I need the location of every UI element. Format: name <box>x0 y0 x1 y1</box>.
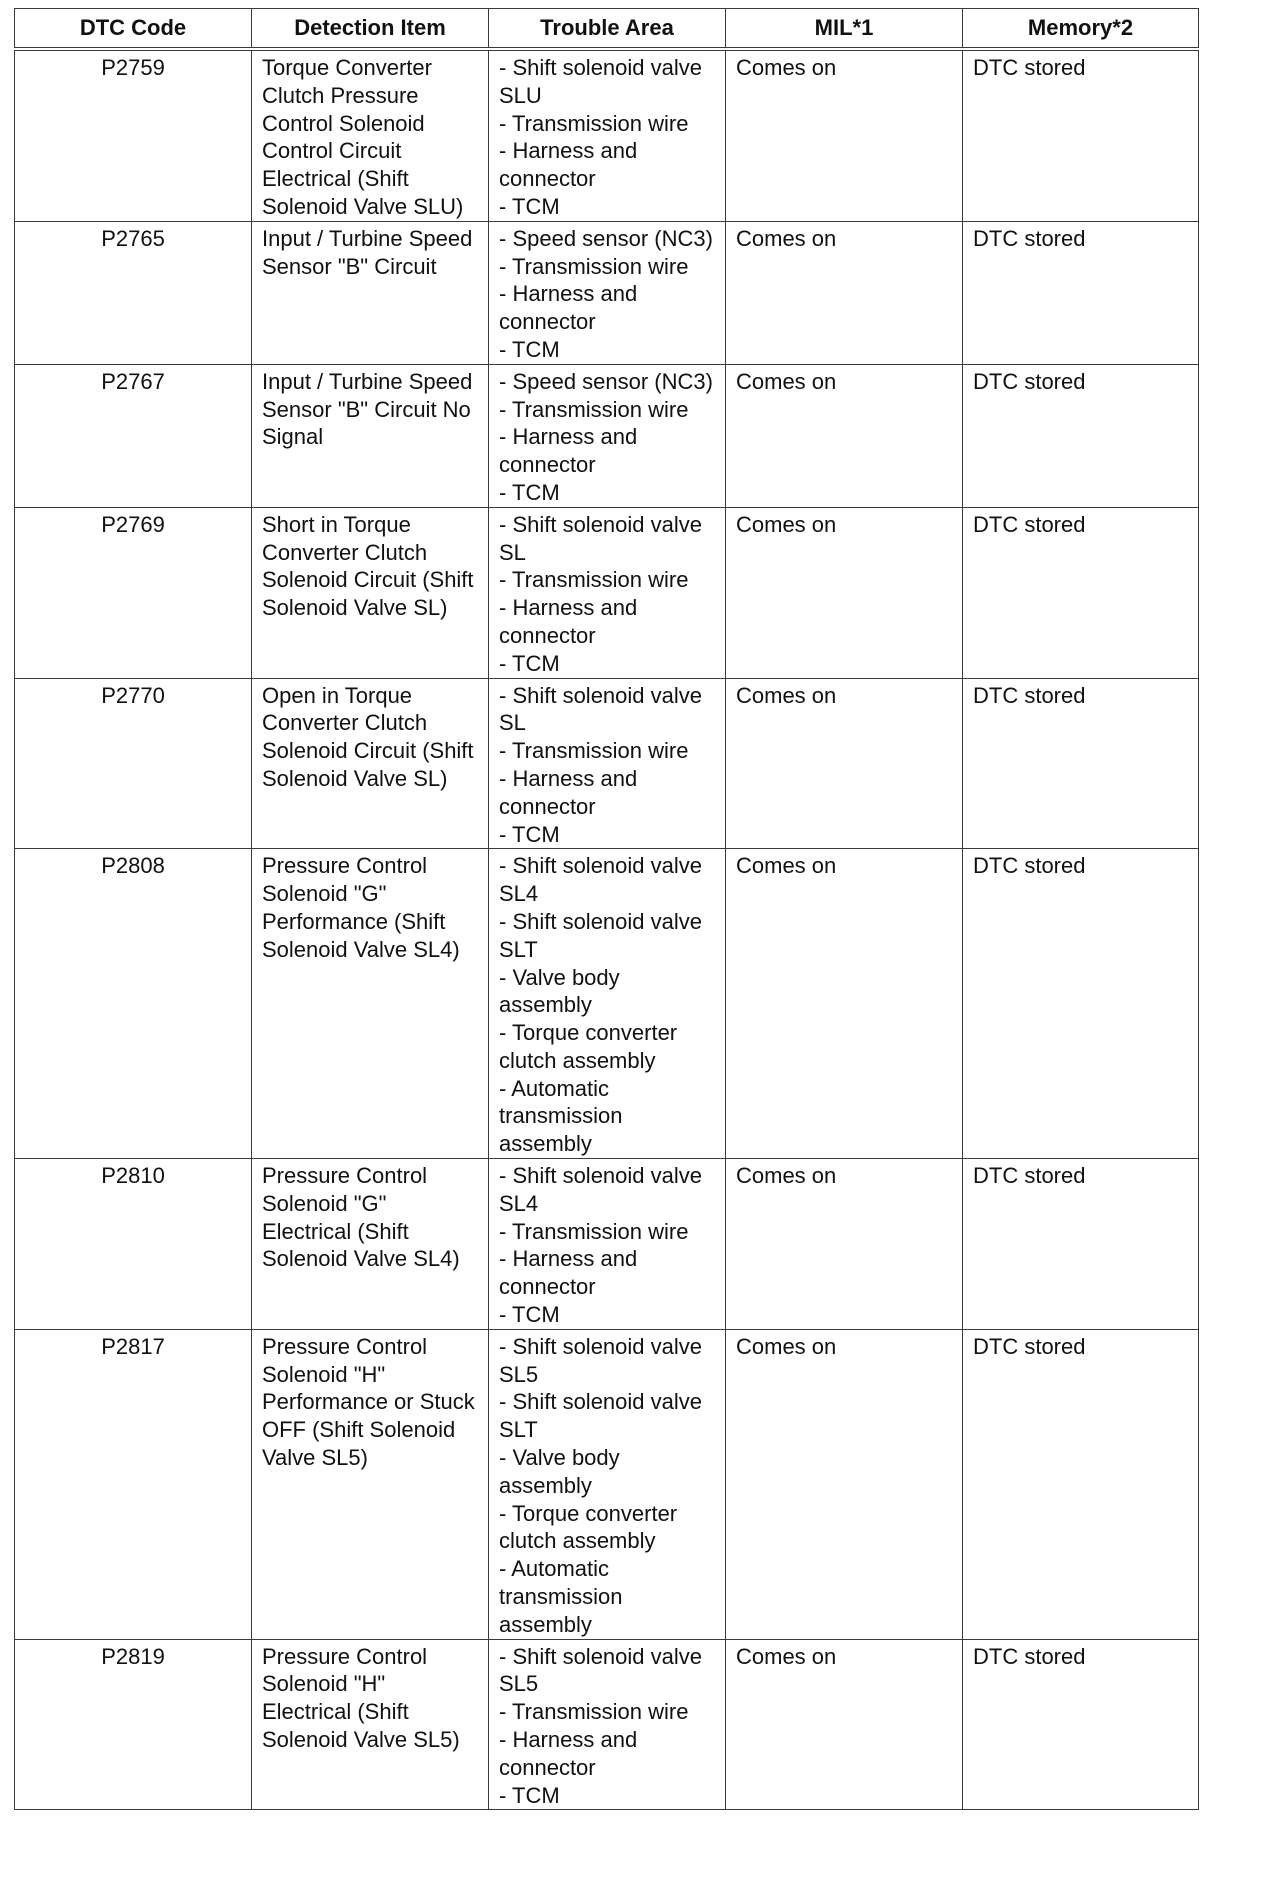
trouble-area-cell <box>489 49 726 221</box>
table-body <box>15 49 1199 1810</box>
detection-item-cell: Pressure Control Solenoid "H" Electrical (Shift Solenoid Valve SL5) <box>252 1639 489 1810</box>
trouble-area-item: - Torque converter clutch assembly <box>499 1020 678 1073</box>
header-mil: MIL*1 <box>726 9 963 50</box>
trouble-area-item: - Automatic transmission assembly <box>499 1075 623 1157</box>
memory-cell: DTC stored <box>963 1639 1199 1810</box>
header-trouble-area: Trouble Area <box>489 9 726 50</box>
mil-cell: Comes on <box>726 1639 963 1810</box>
mil-cell: Comes on <box>726 1329 963 1639</box>
detection-item-cell: Pressure Control Solenoid "G" Electrical (Shift Solenoid Valve SL4) <box>252 1159 489 1330</box>
trouble-area-item: - Shift solenoid valve SL <box>499 682 702 736</box>
table-row <box>15 1159 1199 1330</box>
header-row <box>15 9 1199 50</box>
memory-cell: DTC stored <box>963 849 1199 1159</box>
trouble-area-item: - Harness and connector <box>499 1727 638 1780</box>
trouble-area-item: - Harness and connector <box>499 595 638 648</box>
dtc-code-cell: P2769 <box>15 507 252 678</box>
trouble-area-item: - Speed sensor (NC3) <box>499 225 713 251</box>
memory-cell: DTC stored <box>963 507 1199 678</box>
detection-item-cell: Torque Converter Clutch Pressure Control Solenoid Control Circuit Electrical (Shift Solenoid Valve SLU) <box>252 49 489 221</box>
trouble-area-cell <box>489 221 726 364</box>
dtc-code-cell: P2810 <box>15 1159 252 1330</box>
dtc-code-cell: P2808 <box>15 849 252 1159</box>
trouble-area-item: - Shift solenoid valve SLT <box>499 908 702 962</box>
trouble-area-cell <box>489 1639 726 1810</box>
header-detection-item: Detection Item <box>252 9 489 50</box>
mil-cell: Comes on <box>726 1159 963 1330</box>
table-row <box>15 678 1199 849</box>
trouble-area-item: - TCM <box>499 1302 560 1328</box>
trouble-area-item: - Shift solenoid valve SL5 <box>499 1333 702 1387</box>
trouble-area-item: - Shift solenoid valve SLU <box>499 55 702 108</box>
trouble-area-item: - Transmission wire <box>499 1218 689 1244</box>
header-dtc-code: DTC Code <box>15 9 252 50</box>
trouble-area-item: - Harness and connector <box>499 281 638 335</box>
dtc-code-cell: P2770 <box>15 678 252 849</box>
trouble-area-item: - Shift solenoid valve SL5 <box>499 1643 702 1697</box>
memory-cell: DTC stored <box>963 364 1199 507</box>
mil-cell: Comes on <box>726 221 963 364</box>
trouble-area-item: - Transmission wire <box>499 1699 689 1725</box>
trouble-area-item: - TCM <box>499 336 560 362</box>
trouble-area-cell <box>489 678 726 849</box>
memory-cell: DTC stored <box>963 49 1199 221</box>
detection-item-cell: Short in Torque Converter Clutch Solenoid Circuit (Shift Solenoid Valve SL) <box>252 507 489 678</box>
memory-cell: DTC stored <box>963 678 1199 849</box>
trouble-area-item: - Harness and connector <box>499 765 638 819</box>
table-row <box>15 507 1199 678</box>
trouble-area-item: - Harness and connector <box>499 138 638 192</box>
mil-cell: Comes on <box>726 678 963 849</box>
dtc-code-cell: P2817 <box>15 1329 252 1639</box>
mil-cell: Comes on <box>726 364 963 507</box>
trouble-area-cell <box>489 1329 726 1639</box>
dtc-code-cell: P2819 <box>15 1639 252 1810</box>
detection-item-cell: Open in Torque Converter Clutch Solenoid Circuit (Shift Solenoid Valve SL) <box>252 678 489 849</box>
trouble-area-item: - Valve body assembly <box>499 1445 620 1498</box>
dtc-table <box>14 8 1199 1810</box>
trouble-area-item: - Automatic transmission assembly <box>499 1556 623 1637</box>
memory-cell: DTC stored <box>963 221 1199 364</box>
trouble-area-item: - Transmission wire <box>499 396 689 422</box>
dtc-code-cell: P2765 <box>15 221 252 364</box>
detection-item-cell: Pressure Control Solenoid "H" Performance or Stuck OFF (Shift Solenoid Valve SL5) <box>252 1329 489 1639</box>
trouble-area-item: - Valve body assembly <box>499 964 620 1018</box>
table-row <box>15 849 1199 1159</box>
trouble-area-item: - Transmission wire <box>499 567 689 593</box>
trouble-area-cell <box>489 849 726 1159</box>
trouble-area-item: - Harness and connector <box>499 1246 638 1300</box>
trouble-area-item: - TCM <box>499 479 560 505</box>
dtc-code-cell: P2767 <box>15 364 252 507</box>
detection-item-cell: Pressure Control Solenoid "G" Performance (Shift Solenoid Valve SL4) <box>252 849 489 1159</box>
mil-cell: Comes on <box>726 49 963 221</box>
trouble-area-item: - Transmission wire <box>499 738 689 764</box>
trouble-area-item: - Shift solenoid valve SL4 <box>499 1163 702 1216</box>
trouble-area-item: - TCM <box>499 193 560 219</box>
mil-cell: Comes on <box>726 507 963 678</box>
table-header <box>15 9 1199 50</box>
trouble-area-cell <box>489 1159 726 1330</box>
trouble-area-cell <box>489 364 726 507</box>
table-row <box>15 1639 1199 1810</box>
trouble-area-item: - Shift solenoid valve SL <box>499 511 702 565</box>
trouble-area-item: - TCM <box>499 650 560 676</box>
trouble-area-item: - TCM <box>499 1782 560 1808</box>
header-memory: Memory*2 <box>963 9 1199 50</box>
detection-item-cell: Input / Turbine Speed Sensor "B" Circuit No Signal <box>252 364 489 507</box>
table-row <box>15 221 1199 364</box>
memory-cell: DTC stored <box>963 1329 1199 1639</box>
dtc-code-cell: P2759 <box>15 49 252 221</box>
trouble-area-item: - Shift solenoid valve SLT <box>499 1389 702 1443</box>
trouble-area-item: - Transmission wire <box>499 110 689 136</box>
trouble-area-item: - Torque converter clutch assembly <box>499 1500 678 1554</box>
trouble-area-item: - Harness and connector <box>499 424 638 478</box>
trouble-area-item: - TCM <box>499 821 560 847</box>
table-row <box>15 1329 1199 1639</box>
detection-item-cell: Input / Turbine Speed Sensor "B" Circuit <box>252 221 489 364</box>
mil-cell: Comes on <box>726 849 963 1159</box>
memory-cell: DTC stored <box>963 1159 1199 1330</box>
trouble-area-item: - Speed sensor (NC3) <box>499 368 713 394</box>
trouble-area-item: - Shift solenoid valve SL4 <box>499 853 702 907</box>
table-row <box>15 49 1199 221</box>
trouble-area-cell <box>489 507 726 678</box>
trouble-area-item: - Transmission wire <box>499 253 689 279</box>
table-row <box>15 364 1199 507</box>
